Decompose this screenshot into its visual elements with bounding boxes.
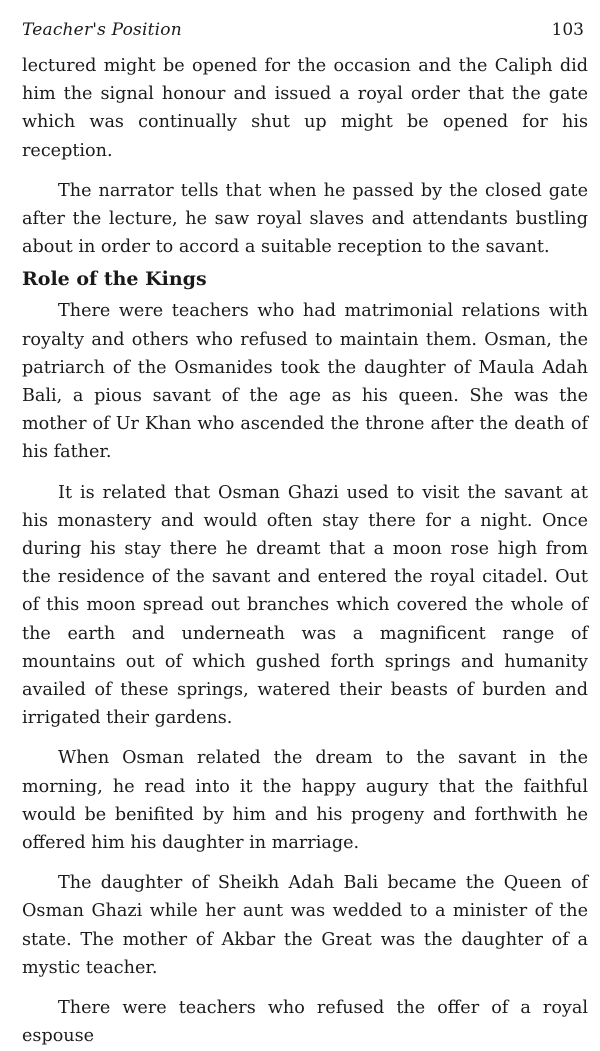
paragraph-gap xyxy=(22,732,588,744)
paragraph-dream: It is related that Osman Ghazi used to visit the savant at his monastery and would often stay there for a night. Once during his stay there he dreamt that a moon rose high from the residence of the savant and entered the royal citadel. Out of this moon spread out branches which covered the whole of the earth and underneath was a magnificent range of mountains out of which gushed forth springs and humanity availed of these springs, watered their beasts of burden and irrigated their gardens. xyxy=(22,482,588,729)
paragraph-queen: The daughter of Sheikh Adah Bali became the Queen of Osman Ghazi while her aunt was wedded to a minister of the state. The mother of Akbar the Great was the daughter of a mystic teacher. xyxy=(22,873,588,978)
section-heading: Role of the Kings xyxy=(22,268,207,291)
paragraph-gap xyxy=(22,857,588,869)
paragraph-narrator: The narrator tells that when he passed by the closed gate after the lecture, he saw royal slaves and attendants bustling about in order to accord a suitable reception to the savant. xyxy=(22,180,588,258)
paragraph-matrimonial: There were teachers who had matrimonial relations with royalty and others who refused to maintain them. Osman, the patriarch of the Osmanides took the daughter of Maula Adah Bali, a pious savant of the age as his queen. She was the mother of Ur Khan who ascended the throne after the death of his father. xyxy=(22,301,588,463)
running-head xyxy=(22,20,588,46)
paragraph-refused: There were teachers who refused the offer of a royal espouse xyxy=(22,998,588,1047)
paragraph-gap xyxy=(22,165,588,177)
paragraph-gap xyxy=(22,467,588,479)
paragraph-gap xyxy=(22,982,588,994)
running-title: Teacher's Position xyxy=(22,20,182,40)
paragraph-augury: When Osman related the dream to the savant in the morning, he read into it the happy augury that the faithful would be benifited by him and his progeny and forthwith he offered him his daughter in marriage. xyxy=(22,748,588,854)
page-number: 103 xyxy=(551,20,584,40)
paragraph-continued: lectured might be opened for the occasion and the Caliph did him the signal honour and issued a royal order that the gate which was continually shut up might be opened for his reception. xyxy=(22,56,588,161)
